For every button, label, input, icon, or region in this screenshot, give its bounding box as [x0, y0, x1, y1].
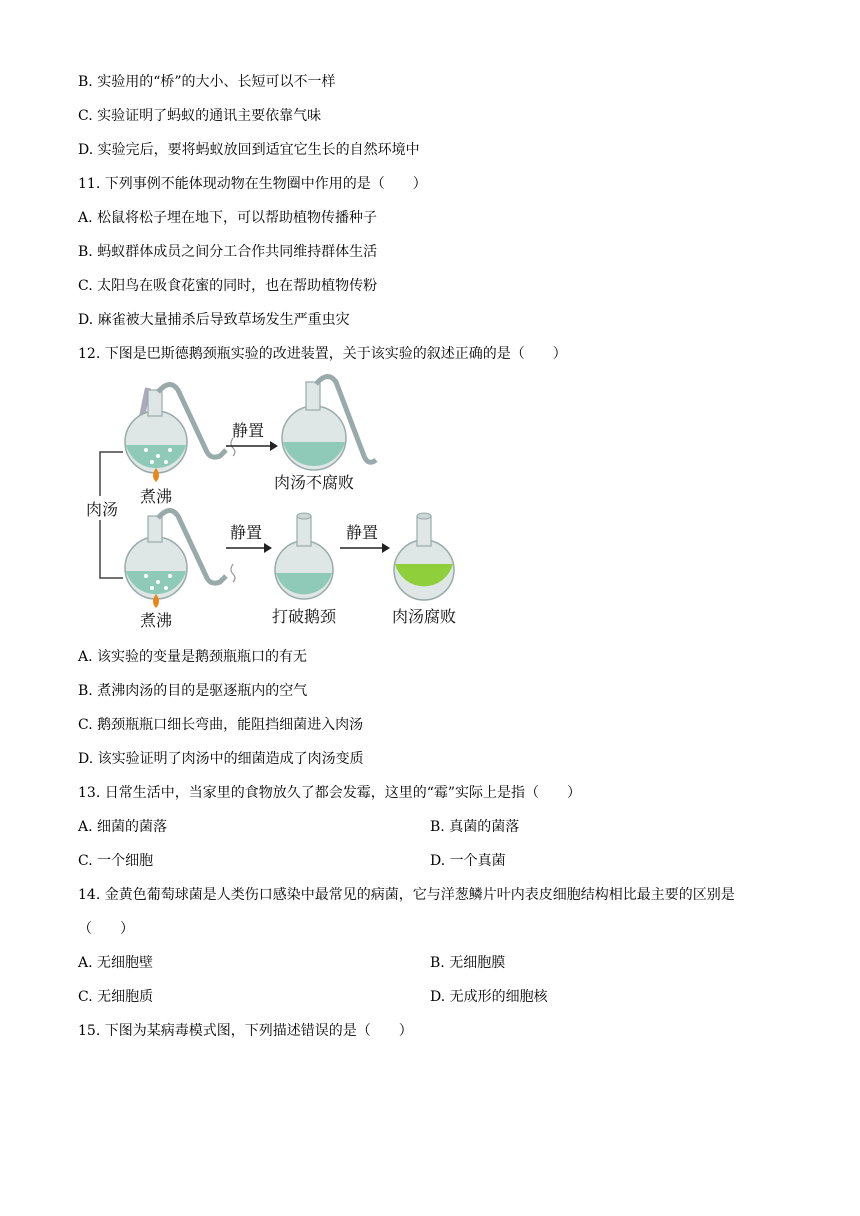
q11-option-a: A. 松鼠将松子埋在地下，可以帮助植物传播种子: [78, 210, 378, 226]
q13-stem: 13. 日常生活中，当家里的食物放久了都会发霉，这里的“霉”实际上是指（ ）: [78, 785, 582, 801]
q10-option-b: B. 实验用的“桥”的大小、长短可以不一样: [78, 74, 336, 90]
q11-stem: 11. 下列事例不能体现动物在生物圈中作用的是（ ）: [78, 176, 427, 192]
q12-option-b: B. 煮沸肉汤的目的是驱逐瓶内的空气: [78, 683, 308, 699]
top-result-flask: [282, 376, 376, 470]
q13-option-c: C. 一个细胞: [78, 853, 154, 869]
result-label-bottom: 肉汤腐败: [391, 607, 457, 626]
q11-option-c: C. 太阳鸟在吸食花蜜的同时，也在帮助植物传粉: [78, 278, 378, 294]
q12-option-a: A. 该实验的变量是鹅颈瓶瓶口的有无: [78, 649, 308, 665]
q13-option-a: A. 细菌的菌落: [78, 819, 168, 835]
rest-label-right: 静置: [345, 523, 379, 542]
q12-option-d: D. 该实验证明了肉汤中的细菌造成了肉汤变质: [78, 751, 364, 767]
result-label-top: 肉汤不腐败: [273, 473, 355, 492]
rest-label-mid: 静置: [229, 523, 263, 542]
q10-option-c: C. 实验证明了蚂蚁的通讯主要依靠气味: [78, 108, 322, 124]
broken-neck-flask: [275, 513, 333, 599]
break-neck-label: 打破鹅颈: [271, 607, 337, 626]
q13-option-b: B. 真菌的菌落: [430, 819, 520, 835]
q14-stem: 14. 金黄色葡萄球菌是人类伤口感染中最常见的病菌，它与洋葱鳞片叶内表皮细胞结构相比最主要的区别是: [78, 887, 735, 903]
q12-option-c: C. 鹅颈瓶瓶口细长弯曲，能阻挡细菌进入肉汤: [78, 717, 364, 733]
bottom-boiling-flask: [125, 510, 235, 608]
q14-option-d: D. 无成形的细胞核: [430, 989, 548, 1005]
boil-label-top: 煮沸: [139, 487, 173, 506]
spoiled-broth-flask: [394, 513, 454, 600]
steam-icon: [231, 564, 235, 582]
broth-label: 肉汤: [85, 500, 119, 519]
top-boiling-flask: [125, 384, 235, 482]
boil-label-bottom: 煮沸: [139, 611, 173, 630]
q14-option-b: B. 无细胞膜: [430, 955, 506, 971]
q15-stem: 15. 下图为某病毒模式图，下列描述错误的是（ ）: [78, 1023, 413, 1039]
pasteur-swan-neck-flask-diagram: [78, 370, 478, 640]
q14-option-c: C. 无细胞质: [78, 989, 154, 1005]
q13-option-d: D. 一个真菌: [430, 853, 506, 869]
q10-option-d: D. 实验完后，要将蚂蚁放回到适宜它生长的自然环境中: [78, 142, 420, 158]
q12-stem: 12. 下图是巴斯德鹅颈瓶实验的改进装置，关于该实验的叙述正确的是（ ）: [78, 346, 567, 362]
arrow-head-top: [270, 441, 278, 451]
rest-label-top: 静置: [231, 421, 265, 440]
steam-icon: [231, 438, 235, 456]
q11-option-d: D. 麻雀被大量捕杀后导致草场发生严重虫灾: [78, 312, 350, 328]
q14-option-a: A. 无细胞壁: [78, 955, 154, 971]
arrow-head-right: [382, 543, 390, 553]
q11-option-b: B. 蚂蚁群体成员之间分工合作共同维持群体生活: [78, 244, 378, 260]
arrow-head-mid: [264, 543, 272, 553]
q14-stem-bracket: （ ）: [78, 921, 134, 937]
